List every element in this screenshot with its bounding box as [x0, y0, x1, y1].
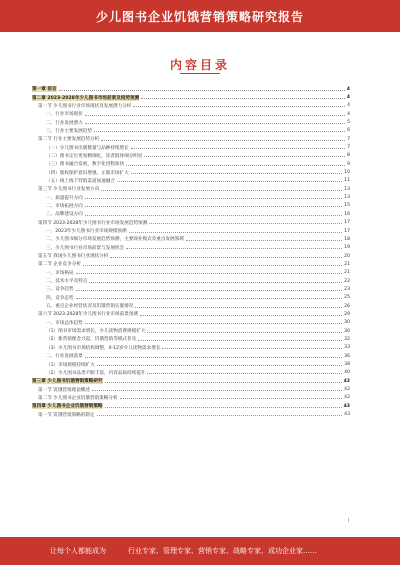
toc-entry-title: 第三章 少儿图书饥饿营销策略研究	[32, 379, 103, 385]
toc-leader-dots	[110, 257, 342, 258]
toc-entry[interactable]	[32, 244, 350, 252]
toc-entry[interactable]	[32, 102, 350, 110]
toc-entry-page: 4	[347, 111, 350, 117]
document-header-banner	[0, 0, 400, 32]
toc-entry-page: 5	[347, 120, 350, 126]
footer-slogan-right: 行业专家、管理专家、营销专家、战略专家、成功企业家……	[128, 547, 317, 555]
toc-entry[interactable]	[32, 152, 350, 160]
toc-entry-title: 第二节 行业主要发展趋势分析	[38, 137, 100, 143]
toc-entry-page: 6	[347, 128, 350, 134]
toc-entry-title: 第一节 饥饿营销理论概述	[38, 387, 90, 393]
toc-entry[interactable]	[32, 385, 350, 393]
toc-entry-page: 40	[344, 370, 350, 376]
toc-entry-page: 4	[347, 103, 350, 109]
toc-leader-dots	[120, 398, 343, 399]
toc-entry-page: 42	[344, 387, 350, 393]
toc-entry[interactable]	[32, 327, 350, 335]
toc-entry[interactable]	[32, 202, 350, 210]
toc-leader-dots	[131, 148, 345, 149]
toc-entry[interactable]	[32, 193, 350, 201]
toc-entry[interactable]	[32, 285, 350, 293]
toc-leader-dots	[76, 273, 343, 274]
toc-entry[interactable]	[32, 177, 350, 185]
toc-entry-title: 三、少儿图书行业市场前景与发展机会	[46, 245, 125, 251]
toc-entry-page: 30	[344, 328, 350, 334]
toc-leader-dots	[85, 206, 342, 207]
toc-entry-title: 二、市场拓展方向	[46, 203, 83, 209]
toc-entry-title: （1）图书市场需求增长，少儿读物消费规模扩大	[46, 329, 146, 335]
toc-entry-title: （四）版权保护意识增强，正版市场扩大	[46, 170, 129, 176]
toc-entry-title: 一、市场格局	[46, 270, 74, 276]
toc-entry-page: 26	[344, 303, 350, 309]
toc-entry-page: 17	[344, 220, 350, 226]
toc-leader-dots	[117, 181, 342, 182]
toc-leader-dots	[85, 215, 342, 216]
toc-leader-dots	[147, 332, 342, 333]
toc-leader-dots	[105, 407, 342, 408]
toc-entry-title: 二、技术水平及特点	[46, 279, 88, 285]
toc-entry-page: 7	[347, 136, 350, 142]
toc-entry-title: 三、行业主要发展趋势	[46, 128, 92, 134]
toc-heading: 内容目录	[169, 58, 230, 72]
toc-entry-page: 36	[344, 353, 350, 359]
toc-entry-page: 17	[344, 228, 350, 234]
toc-entry-title: 第一节 饥饿营销策略的制定	[38, 412, 95, 418]
toc-leader-dots	[105, 382, 342, 383]
toc-entry-title: 一、2023年少儿图书行业市场规模预测	[46, 229, 127, 235]
toc-entry[interactable]	[32, 310, 350, 318]
toc-entry[interactable]	[32, 219, 350, 227]
toc-entry-title: 第四节 2023-2028年少儿图书行业市场发展趋势预测	[38, 220, 148, 226]
toc-leader-dots	[162, 348, 342, 349]
toc-entry-page: 4	[346, 95, 350, 101]
toc-entry-title: 第四章 少儿图书企业饥饿营销策略	[32, 404, 103, 410]
toc-entry-page: 21	[344, 270, 350, 276]
toc-entry-page: 25	[344, 295, 350, 301]
toc-entry-title: 二、行业发展潜力	[46, 120, 83, 126]
toc-entry-page: 18	[344, 236, 350, 242]
toc-entry-title: 第二节 企业竞争分析	[38, 262, 81, 268]
toc-entry-page: 10	[344, 170, 350, 176]
toc-entry-title: 第二章 2023-2028年少儿图书市场前景及趋势预测	[32, 95, 140, 101]
toc-leader-dots	[97, 415, 343, 416]
toc-entry-page: 23	[344, 286, 350, 292]
page-number: I	[348, 518, 350, 524]
toc-leader-dots	[101, 190, 342, 191]
toc-leader-dots	[85, 323, 342, 324]
toc-entry-page: 20	[344, 253, 350, 259]
toc-entry-title: 一、市场总体趋势	[46, 320, 83, 326]
toc-entry[interactable]	[32, 335, 350, 343]
toc-entry-title: （1）市场规模持续扩大	[46, 362, 95, 368]
toc-entry[interactable]	[32, 410, 350, 418]
toc-leader-dots	[133, 106, 345, 107]
toc-entry-page: 11	[344, 178, 350, 184]
toc-leader-dots	[92, 390, 342, 391]
toc-entry-page: 30	[344, 320, 350, 326]
footer-slogan-left: 让每个人都能成为	[50, 547, 106, 555]
toc-entry[interactable]	[32, 269, 350, 277]
toc-chapter-entry[interactable]	[32, 93, 350, 101]
toc-entry[interactable]	[32, 260, 350, 268]
toc-entry-title: 第三节 少儿图书行业发展方向	[38, 187, 100, 193]
toc-leader-dots	[138, 340, 342, 341]
toc-entry[interactable]	[32, 160, 350, 168]
toc-entry-page: 42	[343, 378, 350, 384]
toc-entry-page: 43	[344, 412, 350, 418]
document-footer-banner	[0, 537, 400, 565]
toc-entry[interactable]	[32, 360, 350, 368]
toc-leader-dots	[76, 290, 343, 291]
toc-entry-title: （五）线上线下营销渠道加速融合	[46, 178, 115, 184]
toc-chapter-entry[interactable]	[32, 85, 350, 93]
toc-entry[interactable]	[32, 127, 350, 135]
toc-entry-title: 第二节 少儿图书企业饥饿营销策略分析	[38, 395, 118, 401]
toc-entry[interactable]	[32, 344, 350, 352]
toc-entry[interactable]	[32, 369, 350, 377]
toc-entry-page: 16	[344, 211, 350, 217]
toc-entry-title: 一、行业市场现状	[46, 112, 83, 118]
toc-leader-dots	[131, 173, 342, 174]
toc-leader-dots	[140, 315, 342, 316]
toc-entry-page: 29	[344, 311, 350, 317]
toc-entry-page: 9	[347, 161, 350, 167]
toc-entry-title: 第五节 我国少儿图书行业现状分析	[38, 254, 109, 260]
toc-entry[interactable]	[32, 252, 350, 260]
toc-leader-dots	[85, 198, 342, 199]
toc-entry[interactable]	[32, 394, 350, 402]
toc-leader-dots	[85, 115, 345, 116]
toc-entry[interactable]	[32, 185, 350, 193]
toc-leader-dots	[149, 223, 342, 224]
toc-leader-dots	[85, 123, 345, 124]
toc-leader-dots	[94, 131, 345, 132]
toc-entry-page: 22	[344, 278, 350, 284]
toc-entry-page: 43	[343, 403, 350, 409]
toc-entry-title: 三、品牌建设方向	[46, 212, 83, 218]
toc-leader-dots	[129, 232, 343, 233]
toc-entry[interactable]	[32, 110, 350, 118]
toc-leader-dots	[83, 265, 342, 266]
toc-entry[interactable]	[32, 319, 350, 327]
toc-entry-page: 4	[346, 86, 350, 92]
toc-entry-page: 33	[344, 345, 350, 351]
toc-leader-dots	[76, 298, 343, 299]
toc-entry-page: 38	[344, 362, 350, 368]
toc-entry[interactable]	[32, 235, 350, 243]
toc-entry-title: 二、行业发展前景	[46, 354, 83, 360]
toc-entry-title: （三）图书融合发展，数字化进程加快	[46, 162, 125, 168]
toc-entry-title: 三、竞争趋势	[46, 287, 74, 293]
toc-leader-dots	[186, 240, 342, 241]
toc-entry[interactable]	[32, 227, 350, 235]
toc-entry-title: （2）少儿图书品类不断丰富，内容品质持续提升	[46, 370, 146, 376]
toc-entry[interactable]	[32, 210, 350, 218]
toc-entry-title: 第一节 少儿图书行业市场现状及发展潜力分析	[38, 103, 132, 109]
toc-entry-title: （二）图书定位更加精细化，读者群体细分明显	[46, 153, 143, 159]
toc-entry-title: 四、竞争态势	[46, 295, 74, 301]
toc-entry-title: 一、质量提升方向	[46, 195, 83, 201]
toc-entry-page: 21	[344, 261, 350, 267]
toc-leader-dots	[144, 156, 345, 157]
toc-entry-page: 32	[344, 336, 350, 342]
toc-entry-page: 13	[344, 195, 350, 201]
toc-chapter-entry[interactable]	[32, 402, 350, 410]
toc-entry[interactable]	[32, 302, 350, 310]
toc-entry[interactable]	[32, 277, 350, 285]
toc-entry-title: 二、少儿图书细分市场发展趋势预测，主要商业模式及重点发展领域	[46, 237, 184, 243]
toc-leader-dots	[59, 90, 345, 91]
toc-entry-page: 19	[344, 245, 350, 251]
toc-leader-dots	[141, 98, 345, 99]
toc-leader-dots	[97, 365, 342, 366]
toc-entry-page: 8	[347, 153, 350, 159]
toc-entry-page: 15	[344, 203, 350, 209]
toc-leader-dots	[101, 140, 345, 141]
toc-leader-dots	[85, 357, 342, 358]
document-title: 少儿图书企业饥饿营销策略研究报告	[95, 9, 304, 24]
toc-entry-page: 42	[344, 395, 350, 401]
toc-leader-dots	[135, 307, 342, 308]
toc-entry-title: （2）新营销理念兴起，饥饿营销等模式普及	[46, 337, 137, 343]
toc-entry[interactable]	[32, 143, 350, 151]
toc-entry[interactable]	[32, 294, 350, 302]
toc-entry-title: （3）少儿图书市场结构调整，0-12岁少儿读物需求增长	[46, 345, 161, 351]
toc-entry[interactable]	[32, 168, 350, 176]
toc-entry-title: 第六节 2023-2028年少儿图书行业市场前景预测	[38, 312, 139, 318]
table-of-contents	[32, 85, 350, 419]
toc-leader-dots	[126, 248, 342, 249]
toc-entry-title: 五、重点企业经营状况及饥饿营销实施情况	[46, 304, 134, 310]
toc-leader-dots	[89, 282, 342, 283]
toc-leader-dots	[147, 373, 342, 374]
toc-leader-dots	[126, 165, 345, 166]
toc-entry-page: 7	[347, 145, 350, 151]
toc-entry-title: 第一章 前言	[32, 87, 57, 93]
toc-entry[interactable]	[32, 352, 350, 360]
toc-chapter-entry[interactable]	[32, 377, 350, 385]
toc-entry-page: 13	[344, 186, 350, 192]
toc-entry[interactable]	[32, 118, 350, 126]
toc-heading-underline	[180, 73, 220, 74]
toc-entry[interactable]	[32, 135, 350, 143]
toc-entry-title: （一）少儿图书出版数量与品种持续增长	[46, 145, 129, 151]
